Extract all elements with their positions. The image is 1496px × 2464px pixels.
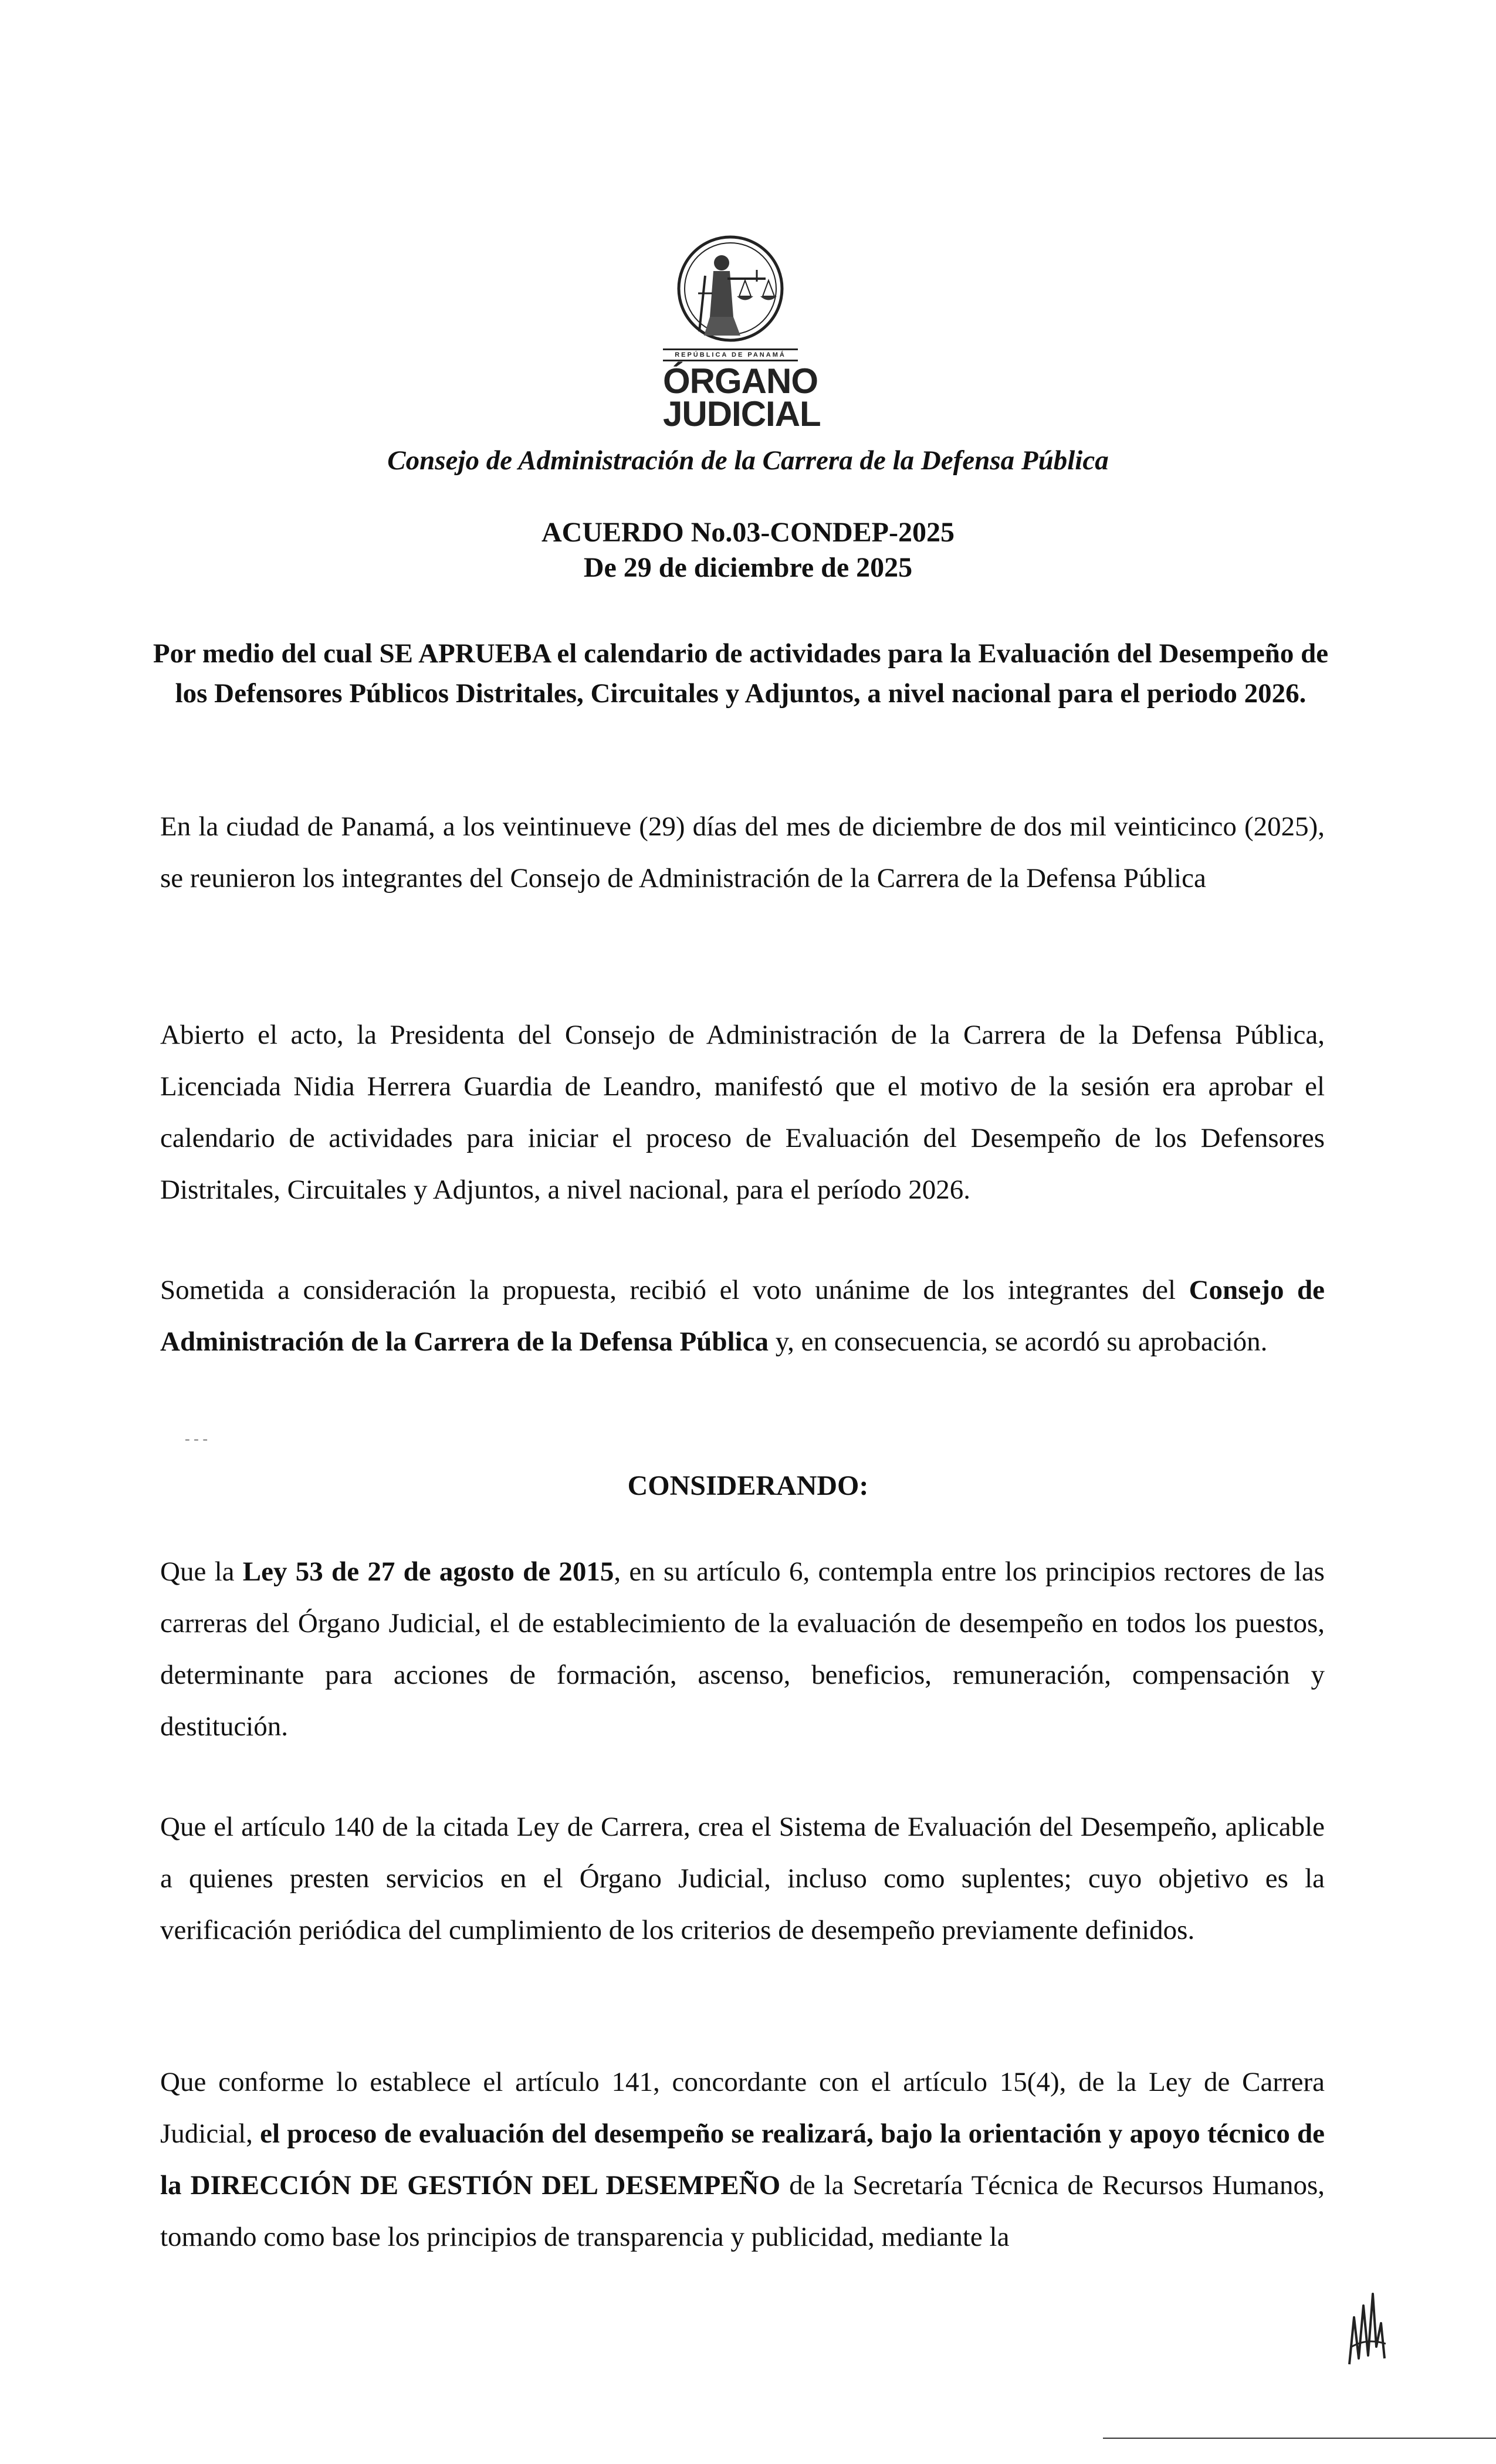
subject-part3: el calendario de actividades para la Evaluación del Desempeño de los Defensores Públicos Distritales, Circuitales y Adjuntos, a nivel nacional para el periodo 2026. xyxy=(175,638,1329,709)
p3-a: Sometida a consideración la propuesta, recibió el voto unánime de los integrantes del xyxy=(160,1275,1189,1305)
paragraph-opening: Abierto el acto, la Presidenta del Consejo de Administración de la Carrera de la Defensa Pública, Licenciada Nidia Herrera Guardia de Leandro, manifestó que el motivo de la sesión era aprobar el calendario de actividades para iniciar el proceso de Evaluación del Desempeño de los Defensores Distritales, Circuitales y Adjuntos, a nivel nacional, para el período 2026. xyxy=(160,1020,1325,1205)
subject-part1: Por medio del cual xyxy=(153,638,380,669)
paragraph-article-141 xyxy=(160,2056,1325,2263)
p6-a: Que conforme lo establece el artículo 141, concordante con el artículo 15(4), de la Ley de Carrera Judicial, xyxy=(160,2067,1325,2149)
considerando-heading: CONSIDERANDO: xyxy=(627,1470,869,1501)
agreement-subject xyxy=(141,634,1341,713)
agreement-header xyxy=(0,515,1496,585)
p3-b: Consejo de Administración de la Carrera de la Defensa Pública xyxy=(160,1275,1325,1357)
p6-c: de la Secretaría Técnica de Recursos Humanos, tomando como base los principios de transparencia y publicidad, mediante la xyxy=(160,2170,1325,2252)
organo-judicial-logo xyxy=(663,235,821,434)
p4-a: Que la xyxy=(160,1556,243,1587)
paragraph-vote xyxy=(160,1264,1325,1368)
p4-c: , en su artículo 6, contempla entre los principios rectores de las carreras del Órgano Judicial, el de establecimiento de la evaluación de desempeño en todos los puestos, determinante para acciones de formación, ascenso, beneficios, remuneración, compensación y destitución. xyxy=(160,1556,1325,1742)
handwritten-initials xyxy=(1343,2282,1396,2370)
paragraph-article-140: Que el artículo 140 de la citada Ley de Carrera, crea el Sistema de Evaluación del Desempeño, aplicable a quienes presten servicios en el Órgano Judicial, incluso como suplentes; cuyo objetivo es la verificación periódica del cumplimiento de los criterios de desempeño previamente definidos. xyxy=(160,1812,1325,1945)
council-name: Consejo de Administración de la Carrera de la Defensa Pública xyxy=(387,445,1109,476)
p6-b: el proceso de evaluación del desempeño se realizará, bajo la orientación y apoyo técnico de la DIRECCIÓN DE GESTIÓN DEL DESEMPEÑO xyxy=(160,2118,1325,2201)
justice-emblem-icon xyxy=(663,235,798,352)
p3-c: y, en consecuencia, se acordó su aprobación. xyxy=(768,1326,1268,1357)
logo-name-line2: JUDICIAL xyxy=(663,394,821,434)
paragraph-law-53 xyxy=(160,1546,1325,1752)
p4-b: Ley 53 de 27 de agosto de 2015 xyxy=(242,1556,614,1587)
scan-speck: ‐ ‐ ‐ xyxy=(185,1430,208,1447)
logo-name-line1: ÓRGANO xyxy=(663,361,818,401)
agreement-date: De 29 de diciembre de 2025 xyxy=(583,552,913,583)
footer-rule xyxy=(1103,2438,1496,2439)
subject-part2: SE APRUEBA xyxy=(379,638,550,669)
logo-ring-text: REPÚBLICA DE PANAMÁ xyxy=(663,348,798,361)
agreement-number: ACUERDO No.03-CONDEP-2025 xyxy=(541,517,955,548)
paragraph-meeting: En la ciudad de Panamá, a los veintinueve (29) días del mes de diciembre de dos mil veinticinco (2025), se reunieron los integrantes del Consejo de Administración de la Carrera de la Defensa Pública xyxy=(160,811,1325,893)
